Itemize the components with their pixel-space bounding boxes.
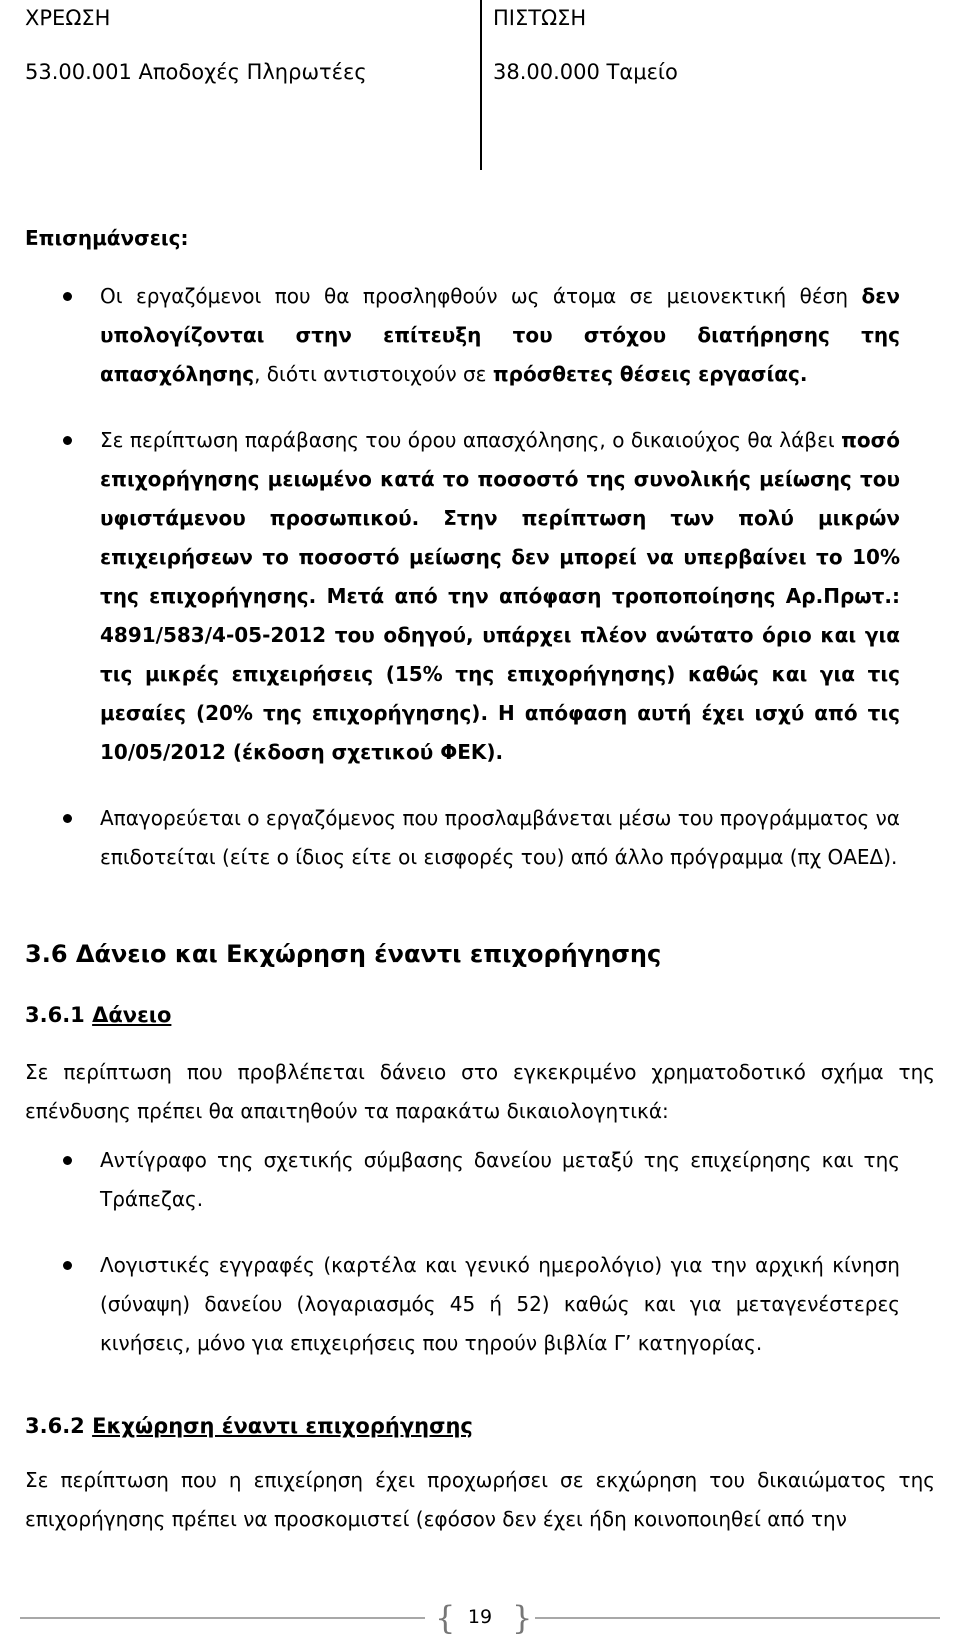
loan-paragraph: Σε περίπτωση που προβλέπεται δάνειο στο εγκεκριμένο χρηματοδοτικό σχήμα της επένδυσης πρέπει θα απαιτηθούν τα παρακάτω δικαιολογητικά: <box>25 1060 935 1123</box>
list-item <box>0 277 900 394</box>
page-footer <box>0 1598 960 1638</box>
document-item-text: Αντίγραφο της σχετικής σύμβασης δανείου μεταξύ της επιχείρησης και της Τράπεζας. <box>100 1148 900 1211</box>
credit-header: ΠΙΣΤΩΣΗ <box>493 6 587 30</box>
subsection-title-loan: 3.6.1 Δάνειο <box>25 1003 172 1027</box>
page-number: 19 <box>467 1606 493 1628</box>
journal-entry-table <box>25 0 935 170</box>
note-text: Σε περίπτωση παράβασης του όρου απασχόλησης, ο δικαιούχος θα λάβει ποσό επιχορήγησης μειωμένο κατά το ποσοστό της συνολικής μείωσης του υφιστάμενου προσωπικού. Στην περίπτωση των πολύ μικρών επιχειρήσεων το ποσοστό μείωσης δεν μπορεί να υπερβαίνει το 10% της επιχορήγησης. Μετά από την απόφαση τροποποίησης Αρ.Πρωτ.: 4891/583/4-05-2012 του οδηγού, υπάρχει πλέον ανώτατο όριο και για τις μικρές επιχειρήσεις (15% της επιχορήγησης) καθώς και για τις μεσαίες (20% της επιχορήγησης). Η απόφαση αυτή έχει ισχύ από τις 10/05/2012 (έκδοση σχετικού ΦΕΚ). <box>100 428 900 764</box>
bullet-icon <box>63 1261 72 1270</box>
document-item-text: Λογιστικές εγγραφές (καρτέλα και γενικό ημερολόγιο) για την αρχική κίνηση (σύναψη) δανείου (λογαριασμός 45 ή 52) καθώς και για μεταγενέστερες κινήσεις, μόνο για επιχειρήσεις που τηρούν βιβλία Γ’ κατηγορίας. <box>100 1253 900 1355</box>
bullet-icon <box>63 1156 72 1165</box>
list-item <box>0 421 900 772</box>
subsection-title-assignment: 3.6.2 Εκχώρηση έναντι επιχορήγησης <box>25 1414 473 1438</box>
notes-list <box>0 277 900 904</box>
debit-header: ΧΡΕΩΣΗ <box>25 6 111 30</box>
bullet-icon <box>63 292 72 301</box>
list-item <box>0 1246 900 1363</box>
left-brace-icon: { <box>435 1599 456 1637</box>
debit-account: 53.00.001 Αποδοχές Πληρωτέες <box>25 60 367 84</box>
right-brace-icon: } <box>512 1599 533 1637</box>
assignment-paragraph: Σε περίπτωση που η επιχείρηση έχει προχωρήσει σε εκχώρηση του δικαιώματος της επιχορήγησης πρέπει να προσκομιστεί (εφόσον δεν έχει ήδη κοινοποιηθεί από την <box>25 1468 935 1531</box>
list-item <box>0 799 900 877</box>
notes-heading: Επισημάνσεις: <box>25 226 189 250</box>
footer-rule-right <box>535 1617 940 1619</box>
documents-list <box>0 1141 900 1390</box>
bullet-icon <box>63 436 72 445</box>
column-divider <box>480 0 482 170</box>
list-item <box>0 1141 900 1219</box>
bullet-icon <box>63 814 72 823</box>
note-text: Οι εργαζόμενοι που θα προσληφθούν ως άτομα σε μειονεκτική θέση δεν υπολογίζονται στην επίτευξη του στόχου διατήρησης της απασχόλησης, διότι αντιστοιχούν σε πρόσθετες θέσεις εργασίας. <box>100 284 900 386</box>
section-title: 3.6 Δάνειο και Εκχώρηση έναντι επιχορήγησης <box>25 940 662 968</box>
note-text: Απαγορεύεται ο εργαζόμενος που προσλαμβάνεται μέσω του προγράμματος να επιδοτείται (είτε ο ίδιος είτε οι εισφορές του) από άλλο πρόγραμμα (πχ ΟΑΕΔ). <box>100 806 900 869</box>
footer-rule-left <box>20 1617 425 1619</box>
credit-account: 38.00.000 Ταμείο <box>493 60 678 84</box>
